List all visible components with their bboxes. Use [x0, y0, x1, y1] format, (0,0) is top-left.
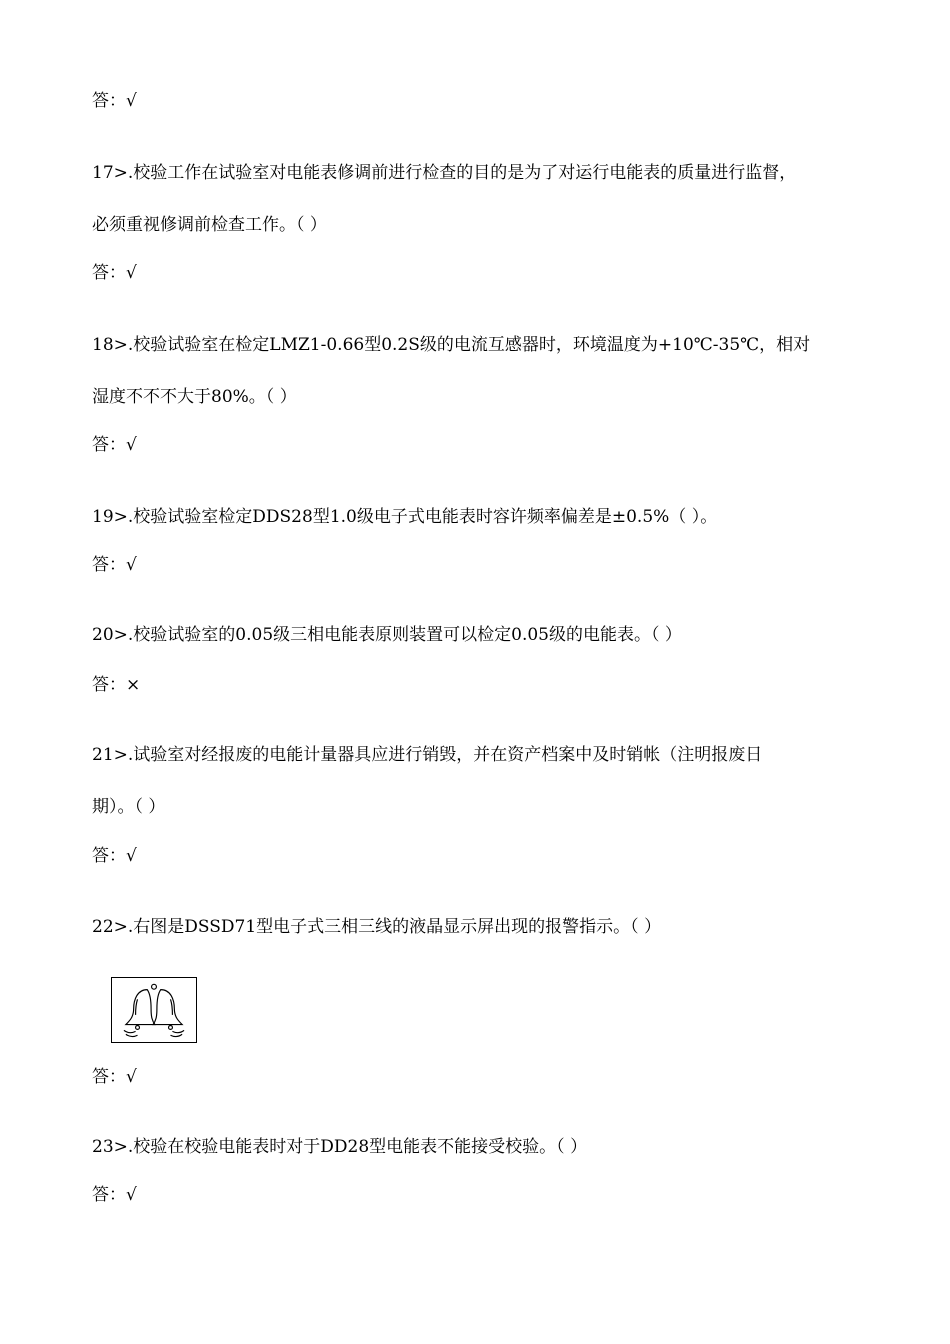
answer-label: 答： — [92, 263, 126, 283]
question-18-line2: 湿度不不不大于80%。（ ） — [92, 387, 297, 407]
answer-mark: √ — [126, 1185, 137, 1205]
question-18-line1: 18>.校验试验室在检定LMZ1-0.66型0.2S级的电流互感器时，环境温度为+10℃-35℃，相对 — [92, 335, 811, 355]
alarm-bell-figure — [111, 977, 197, 1043]
answer-line — [92, 90, 137, 112]
answer-line — [92, 554, 137, 576]
answer-mark: √ — [126, 1067, 137, 1087]
answer-label: 答： — [92, 555, 126, 575]
answer-label: 答： — [92, 435, 126, 455]
answer-mark: × — [126, 675, 141, 695]
answer-mark: √ — [126, 435, 137, 455]
question-22-line1: 22>.右图是DSSD71型电子式三相三线的液晶显示屏出现的报警指示。（ ） — [92, 917, 662, 937]
answer-label: 答： — [92, 846, 126, 866]
question-17-line1: 17>.校验工作在试验室对电能表修调前进行检查的目的是为了对运行电能表的质量进行监督， — [92, 163, 797, 183]
question-20-line1: 20>.校验试验室的0.05级三相电能表原则装置可以检定0.05级的电能表。（ ） — [92, 625, 682, 645]
answer-mark: √ — [126, 846, 137, 866]
answer-label: 答： — [92, 675, 126, 695]
answer-label: 答： — [92, 1185, 126, 1205]
answer-label: 答： — [92, 1067, 126, 1087]
question-21-line2: 期）。（ ） — [92, 797, 166, 817]
answer-line — [92, 1184, 137, 1206]
answer-line — [92, 674, 140, 696]
answer-line — [92, 262, 137, 284]
question-21-line1: 21>.试验室对经报废的电能计量器具应进行销毁，并在资产档案中及时销帐（注明报废日 — [92, 745, 763, 765]
answer-mark: √ — [126, 263, 137, 283]
answer-mark: √ — [126, 91, 137, 111]
answer-line — [92, 845, 137, 867]
answer-label: 答： — [92, 91, 126, 111]
answer-mark: √ — [126, 555, 137, 575]
alarm-bell-icon — [112, 978, 196, 1042]
question-23-line1: 23>.校验在校验电能表时对于DD28型电能表不能接受校验。（ ） — [92, 1137, 588, 1157]
question-19-line1: 19>.校验试验室检定DDS28型1.0级电子式电能表时容许频率偏差是±0.5%（ ）。 — [92, 507, 718, 527]
question-17-line2: 必须重视修调前检查工作。（ ） — [92, 215, 327, 235]
answer-line — [92, 434, 137, 456]
answer-line — [92, 1066, 137, 1088]
